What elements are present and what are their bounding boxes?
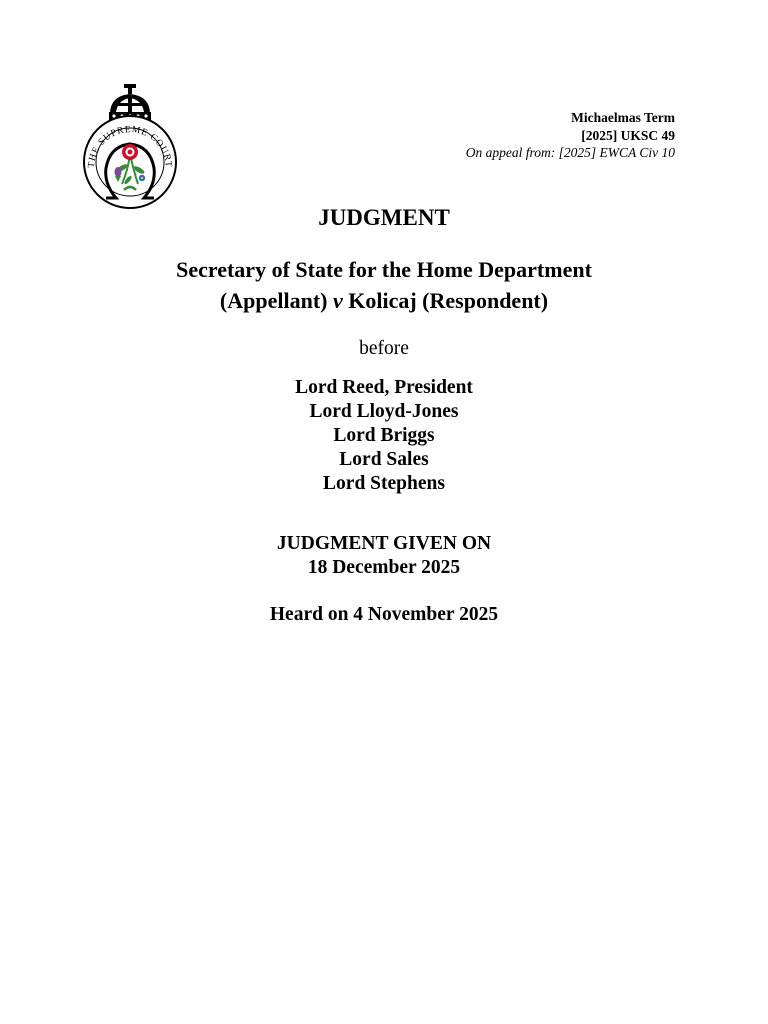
- justice-name: Lord Lloyd-Jones: [309, 401, 459, 422]
- case-name: [0, 254, 768, 316]
- before-label: before: [359, 338, 409, 359]
- supreme-court-crest-logo: [82, 84, 178, 212]
- judgment-given-label: JUDGMENT GIVEN ON: [276, 533, 492, 554]
- justice-name: Lord Stephens: [323, 473, 445, 494]
- appeal-from: On appeal from: [2025] EWCA Civ 10: [465, 145, 675, 160]
- citation-block: [466, 109, 675, 162]
- case-name-line-2: [0, 285, 768, 316]
- judgment-given-date: 18 December 2025: [307, 557, 461, 578]
- versus-label: v: [332, 288, 343, 313]
- term-label: Michaelmas Term: [571, 110, 675, 125]
- heard-date: Heard on 4 November 2025: [269, 604, 499, 625]
- seal-text: THE SUPREME COURT: [86, 125, 174, 169]
- crest-icon: [82, 84, 178, 212]
- justices-list: [0, 376, 768, 496]
- document-title: JUDGMENT: [318, 205, 450, 230]
- justice-name: Lord Sales: [339, 449, 429, 470]
- rose-icon: [122, 144, 138, 160]
- appellant-label: (Appellant): [219, 288, 333, 313]
- respondent-label: Kolicaj (Respondent): [342, 288, 549, 313]
- judgment-given-block: [0, 532, 768, 580]
- neutral-citation: [2025] UKSC 49: [581, 127, 675, 143]
- flax-icon: [139, 175, 145, 181]
- justice-name: Lord Briggs: [333, 425, 435, 446]
- case-name-line-1: Secretary of State for the Home Department: [176, 257, 592, 282]
- justice-name: Lord Reed, President: [295, 377, 473, 398]
- crown-icon: [109, 84, 151, 120]
